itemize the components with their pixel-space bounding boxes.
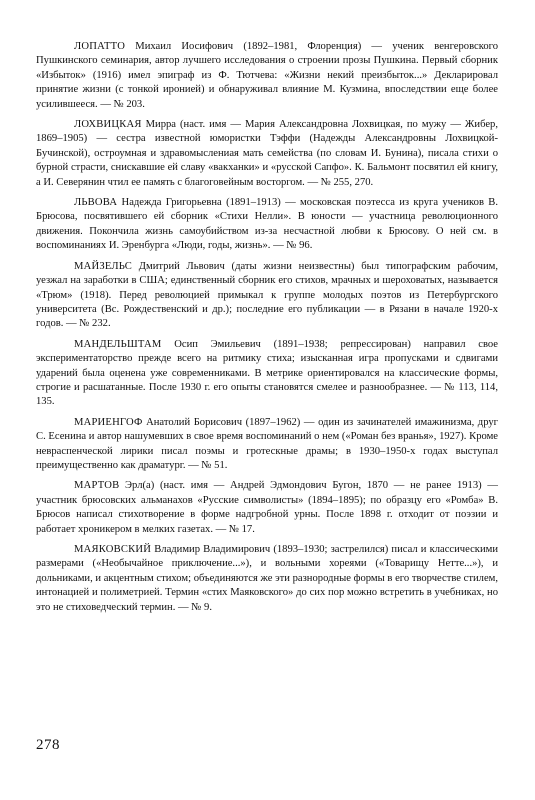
entry-maizels (36, 260, 498, 332)
entry-heading: МАЯКОВСКИЙ (74, 544, 152, 555)
entry-heading: ЛОПАТТО (74, 41, 126, 52)
entry-martov (36, 479, 498, 537)
entry-body: Эрл(а) (наст. имя — Андрей Эдмондович Бугон, 1870 — не ранее 1913) — участник брюсовских альманахов «Русские символисты» (1894–1895); по образцу его «Ромба» В. Брюсов написал стихотворение в форме надгробной урны. После 1898 г. отходит от поэзии и работает хроникером в мелких газетах. — № 17. (36, 480, 498, 535)
entry-body: Дмитрий Львович (даты жизни неизвестны) был типографским рабочим, уезжал на заработки в США; единственный сборник его стихов, мрачных и шероховатых, называется «Трюм» (1918). Перед революцией примыкал к группе молодых поэтов из Петербургского университета (Вс. Рождественский и др.); последние его публикации — в Рязани в начале 1920-х годов. — № 232. (36, 260, 498, 330)
entry-heading: ЛОХВИЦКАЯ (74, 119, 142, 131)
entry-lopatto (36, 40, 498, 112)
page-number: 278 (36, 737, 60, 753)
entry-body: Мирра (наст. имя — Мария Александровна Лохвицкая, по мужу — Жибер, 1869–1905) — сестра известной юмористки Тэффи (Надежды Александровны Лохвицкой-Бучинской), остроумная и здравомыслениая мать семейства (по словам И. Бунина), писала стихи о бурной страсти, снискавшие ей славу «вакханки» и «русской Сапфо». К. Бальмонт посвятил ей книгу, а И. Северянин чтил ее память с благоговейным восторгом. — № 255, 270. (36, 119, 498, 188)
entry-mayakovsky (36, 543, 498, 615)
entry-body: Надежда Григорьевна (1891–1913) — московская поэтесса из круга учеников В. Брюсова, посвятившего ей сборник «Стихи Нелли». В юности — участница революционного движения. Покончила жизнь самоубийством из-за несчастной любви к Брюсову. О ней см. в воспоминаниях И. Эренбурга «Люди, годы, жизнь». — № 96. (36, 197, 498, 252)
entry-mariengof (36, 416, 498, 474)
entry-lokhvitskaya (36, 118, 498, 190)
entry-heading: МАРИЕНГОФ (74, 416, 143, 428)
entry-body: Михаил Иосифович (1892–1981, Флоренция) — ученик венгеровского Пушкинского семинария, автор лучшего исследования о строении прозы Пушкина. Первый сборник «Избыток» (1916) имел эпиграф из Ф. Тютчева: «Жизни некий преизбыток...» Декларировал принятие жизни (с тонкой иронией) и обнаруживал влияние М. Кузмина, впоследствии еще более усилившееся. — № 203. (36, 41, 498, 110)
entry-body: Осип Эмильевич (1891–1938; репрессирован) направил свое экспериментаторство прежде всего на ритмику стиха; изысканная игра пропусками и сдвигами ударений была оценена уже современниками. В метрике ориентировался на классические формы, строгие и расшатанные. После 1930 г. его опыты становятся смелее и разнообразнее. — № 113, 114, 135. (36, 338, 498, 408)
entry-heading: МАРТОВ (74, 480, 120, 492)
entry-mandelshtam (36, 338, 498, 410)
entry-heading: ЛЬВОВА (74, 197, 118, 209)
entry-lvova (36, 196, 498, 254)
entry-body: Анатолий Борисович (1897–1962) — один из зачинателей имажинизма, друг С. Есенина и автор нашумевших в свое время воспоминаний о нем («Роман без вранья», 1927). Кроме невраспенческой лирики писал поэмы и гротескные драмы; в 1930–1950-х годах выступал преимущественно как драматург. — № 51. (36, 416, 498, 471)
page-content (36, 40, 498, 621)
entry-body: Владимир Владимирович (1893–1930; застрелился) писал и классическими размерами («Необычайное приключение...»), и вольными хореями («Товарищу Нетте...»), и дольниками, и акцентным стихом; объединяются же эти разнородные формы в его творчестве стилем, интонацией и полиметрией. Термин «стих Маяковского» до сих пор можно встретить в учебниках, но это не стиховедческий термин. — № 9. (36, 544, 498, 613)
entry-heading: МАНДЕЛЬШТАМ (74, 338, 162, 350)
entry-heading: МАЙЗЕЛЬС (74, 260, 133, 272)
